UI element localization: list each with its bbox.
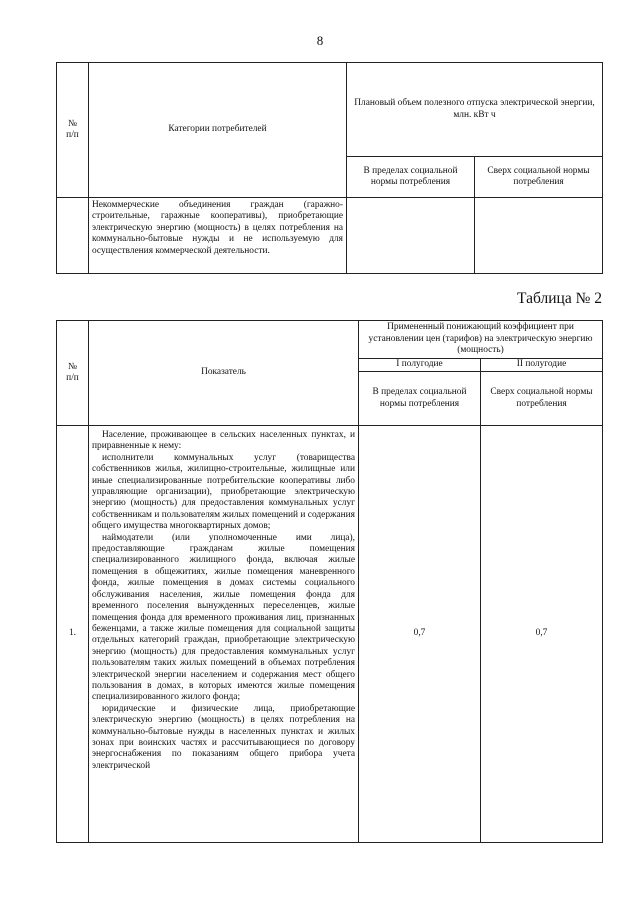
value-within-norm: 0,7 xyxy=(359,426,481,843)
row-above-norm xyxy=(475,198,603,274)
consumer-volume-table xyxy=(56,62,603,274)
header-within-norm: В пределах социальной нормы потребления xyxy=(359,372,481,426)
header-indicator: Показатель xyxy=(89,321,359,426)
page-number: 8 xyxy=(316,33,324,48)
row-num xyxy=(57,198,89,274)
reduction-coefficient-table xyxy=(56,320,603,843)
table2-caption: Таблица № 2 xyxy=(517,290,602,307)
row-num: 1. xyxy=(57,426,89,843)
header-within-norm: В пределах социальной нормы потребления xyxy=(347,157,475,198)
paragraph-legal-entities: юридические и физические лица, приобретающие электрическую энергию (мощность) в целях потребления на коммунально-бытовые нужды в населенных пунктах и жилых зонах при воинских частях и рассчитывающиеся по договору энергоснабжения по показаниям общего прибора учета электрической xyxy=(92,703,355,771)
row-indicator-text xyxy=(89,426,359,843)
header-num: № п/п xyxy=(57,321,89,426)
header-category: Категории потребителей xyxy=(89,63,347,198)
header-volume xyxy=(347,63,603,157)
header-volume-unit: млн. кВт ч xyxy=(453,109,496,120)
paragraph-utility-providers: исполнители коммунальных услуг (товарищества собственников жилья, жилищно-строительные, жилищные или иные специализированные потребительские кооперативы либо управляющие организации), приобретающие электрическую энергию (мощность) для предоставления коммунальных услуг собственникам и пользователям жилых помещений и содержания общего имущества многоквартирных домов; xyxy=(92,452,355,532)
header-coefficient: Примененный понижающий коэффициент при установлении цен (тарифов) на электрическую энергию (мощность) xyxy=(359,321,603,359)
paragraph-landlords: наймодатели (или уполномоченные ими лица), предоставляющие гражданам жилые помещения специализированного жилищного фонда, включая жилые помещения в общежитиях, жилые помещения маневренного фонда, жилые помещения в домах системы социального обслуживания населения, жилые помещения фонда для временного поселения вынужденных переселенцев, жилые помещения фонда для временного проживания лиц, признанных беженцами, а также жилые помещения для социальной защиты отдельных категорий граждан, приобретающие электрическую энергию (мощность) для предоставления коммунальных услуг пользователям таких жилых помещений в объемах потребления электрической энергии населением и содержания мест общего пользования в домах, в которых имеются жилые помещения специализированного жилого фонда; xyxy=(92,532,355,703)
header-above-norm: Сверх социальной нормы потребления xyxy=(475,157,603,198)
header-second-half: II полугодие xyxy=(481,359,603,372)
header-above-norm: Сверх социальной нормы потребления xyxy=(481,372,603,426)
header-volume-text: Плановый объем полезного отпуска электрической энергии, xyxy=(354,98,595,109)
row-within-norm xyxy=(347,198,475,274)
header-num: № п/п xyxy=(57,63,89,198)
paragraph-population: Население, проживающее в сельских населенных пунктах, и приравненные к нему: xyxy=(92,430,355,452)
header-first-half: I полугодие xyxy=(359,359,481,372)
row-category-text: Некоммерческие объединения граждан (гаражно-строительные, гаражные кооперативы), приобретающие электрическую энергию (мощность) в целях потребления на коммунально-бытовые нужды и не используемую для осуществления коммерческой деятельности. xyxy=(89,198,347,274)
value-above-norm: 0,7 xyxy=(481,426,603,843)
